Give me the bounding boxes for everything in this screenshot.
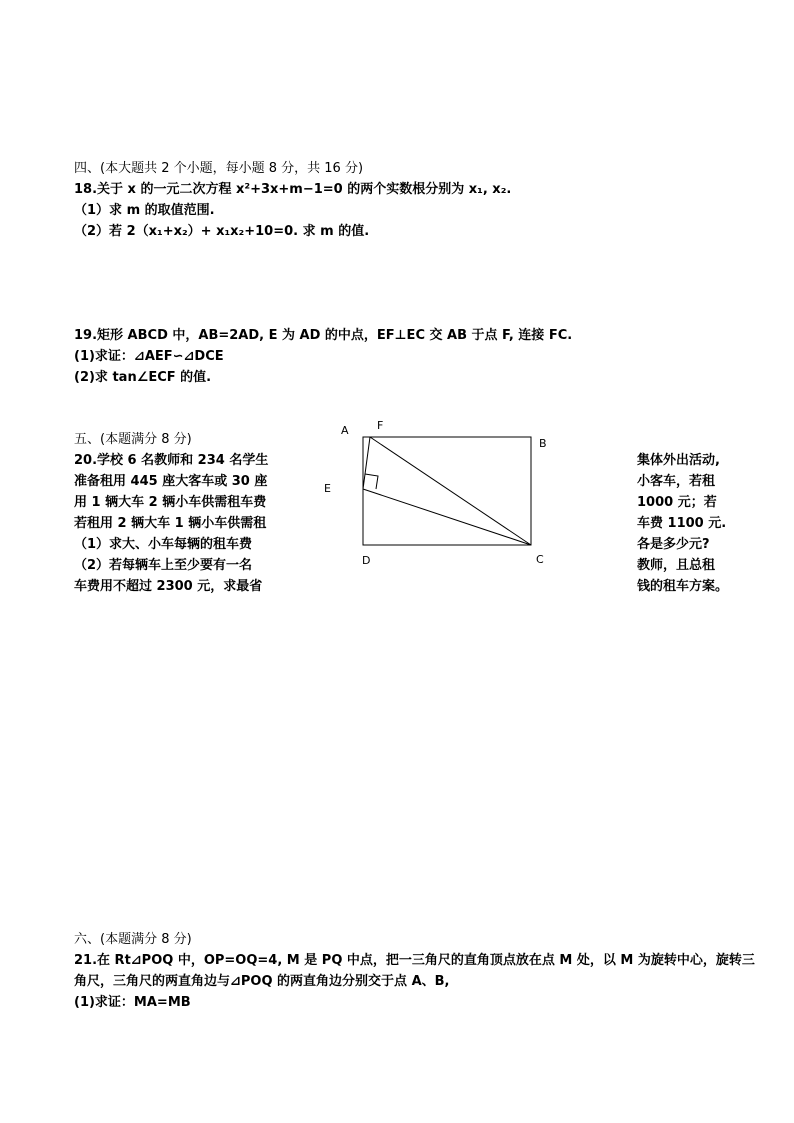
segment-ef <box>363 437 370 489</box>
q20-right-line: 钱的租车方案。 <box>637 579 729 594</box>
label-d: D <box>362 554 371 567</box>
q20-left-line: 若租用 2 辆大车 1 辆小车供需租 <box>74 516 267 531</box>
q19-part2: (2)求 tan∠ECF 的值. <box>74 370 212 385</box>
section5-heading: 五、(本题满分 8 分) <box>74 432 192 447</box>
q20-left-line: （2）若每辆车上至少要有一名 <box>74 558 253 573</box>
q20-left-line: 20.学校 6 名教师和 234 名学生 <box>74 453 269 468</box>
q18-part1: （1）求 m 的取值范围. <box>74 203 215 218</box>
rectangle-abcd <box>363 437 531 545</box>
label-b: B <box>539 437 547 450</box>
q21-part1: (1)求证：MA=MB <box>74 995 191 1010</box>
q20-right-line: 车费 1100 元. <box>637 516 727 531</box>
q18-stem: 18.关于 x 的一元二次方程 x²+3x+m−1=0 的两个实数根分别为 x₁, x₂. <box>74 182 512 197</box>
rectangle-figure <box>320 415 560 575</box>
segment-ec <box>363 489 531 545</box>
q20-right-line: 各是多少元? <box>637 537 710 552</box>
q20-right-line: 集体外出活动, <box>637 453 720 468</box>
q21-line1: 21.在 Rt⊿POQ 中，OP=OQ=4, M 是 PQ 中点，把一三角尺的直角顶点放在点 M 处，以 M 为旋转中心，旋转三 <box>74 953 755 968</box>
section6-heading: 六、(本题满分 8 分) <box>74 932 192 947</box>
q19-part1: (1)求证：⊿AEF∽⊿DCE <box>74 349 224 364</box>
q18-part2: （2）若 2（x₁+x₂）+ x₁x₂+10=0. 求 m 的值. <box>74 224 370 239</box>
q20-left-line: 用 1 辆大车 2 辆小车供需租车费 <box>74 495 267 510</box>
q20-right-line: 小客车，若租 <box>637 474 716 489</box>
q21-line2: 角尺，三角尺的两直角边与⊿POQ 的两直角边分别交于点 A、B, <box>74 974 450 989</box>
q20-left-line: 车费用不超过 2300 元，求最省 <box>74 579 263 594</box>
label-a: A <box>341 424 349 437</box>
q20-right-line: 教师，且总租 <box>637 558 716 573</box>
right-angle-mark <box>365 474 378 489</box>
q20-left-line: 准备租用 445 座大客车或 30 座 <box>74 474 268 489</box>
q20-right-line: 1000 元；若 <box>637 495 717 510</box>
label-f: F <box>377 419 384 432</box>
label-e: E <box>324 482 331 495</box>
q19-stem: 19.矩形 ABCD 中，AB=2AD, E 为 AD 的中点，EF⊥EC 交 AB 于点 F, 连接 FC. <box>74 328 573 343</box>
section4-heading: 四、(本大题共 2 个小题，每小题 8 分，共 16 分) <box>74 161 364 176</box>
q20-left-line: （1）求大、小车每辆的租车费 <box>74 537 253 552</box>
label-c: C <box>536 553 544 566</box>
segment-fc <box>370 437 531 545</box>
